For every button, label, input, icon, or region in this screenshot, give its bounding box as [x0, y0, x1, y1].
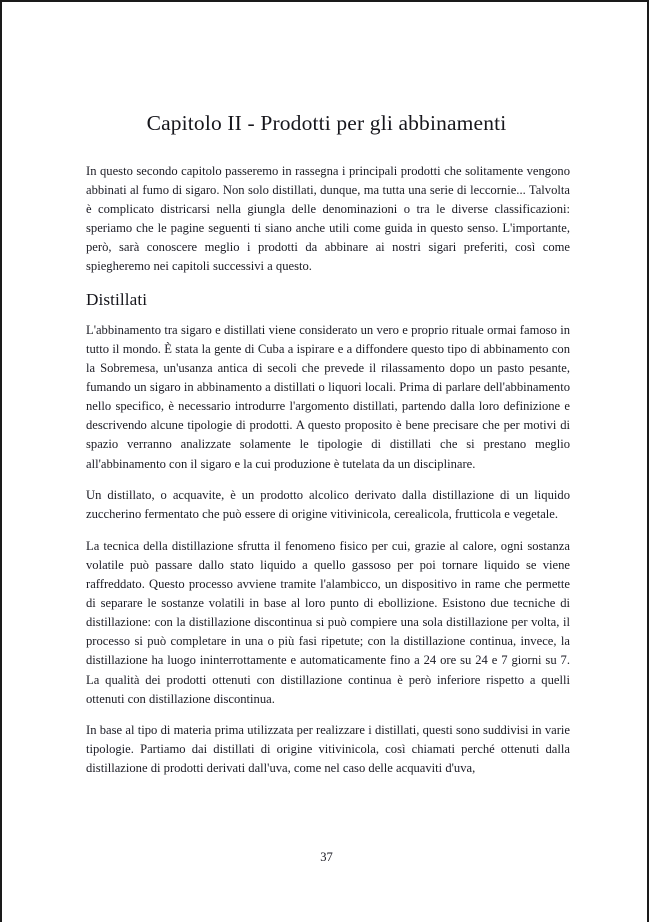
paragraph-1: L'abbinamento tra sigaro e distillati viene considerato un vero e proprio rituale ormai famoso in tutto il mondo. È stata la gente di Cuba a ispirare e a diffondere questo tipo di abbinamento con la Sobremesa, un'usanza antica di secoli che prevede il rilassamento dopo un pasto pesante, fumando un sigaro in abbinamento a distillati o liquori locali. Prima di parlare dell'abbinamento nello specifico, è necessario introdurre l'argomento distillati, partendo dalla loro definizione e descrivendo alcune tipologie di prodotti. A questo proposito è bene precisare che per motivi di spazio verranno analizzate solamente le tipologie di distillati che si prestano meglio all'abbinamento con il sigaro e la cui produzione è tutelata da un disciplinare.: [86, 322, 570, 471]
chapter-title: Capitolo II - Prodotti per gli abbinamenti: [146, 111, 507, 135]
page-number: 37: [320, 850, 333, 864]
paragraph-3: La tecnica della distillazione sfrutta il fenomeno fisico per cui, grazie al calore, ogni sostanza volatile può passare dallo stato liquido a quello gassoso per poi tornare liquido se viene raffreddato. Questo processo avviene tramite l'alambicco, un dispositivo in rame che permette di separare le sostanze volatili in base al loro punto di ebollizione. Esistono due tecniche di distillazione: con la distillazione discontinua si può compiere una sola distillazione per volta, il processo si può completare in una o più fasi ripetute; con la distillazione continua, invece, la distillazione ha luogo ininterrottamente e automaticamente fino a 24 ore su 24 e 7 giorni su 7. La qualità dei prodotti ottenuti con distillazione continua è però inferiore rispetto a quelli ottenuti con distillazione discontinua.: [86, 538, 570, 706]
paragraph-4: In base al tipo di materia prima utilizzata per realizzare i distillati, questi sono suddivisi in varie tipologie. Partiamo dai distillati di origine vitivinicola, così chiamati perché ottenuti dalla distillazione di prodotti derivati dall'uva, come nel caso delle acquaviti d'uva,: [86, 723, 570, 776]
paragraph-intro: In questo secondo capitolo passeremo in rassegna i principali prodotti che solitamente vengono abbinati al fumo di sigaro. Non solo distillati, dunque, ma tutta una serie di leccornie... Talvolta è complicato districarsi nella giungla delle denominazioni o tra le diverse classificazioni: speriamo che le pagine seguenti ti siano anche utili come guida in questo senso. L'importante, però, sarà conoscere meglio i prodotti da abbinare ai nostri sigari preferiti, così come spiegheremo nei capitoli successivi a questo.: [86, 164, 570, 274]
section-heading-distillati: Distillati: [86, 290, 148, 310]
body-text-block: [86, 162, 570, 778]
paragraph-2: Un distillato, o acquavite, è un prodotto alcolico derivato dalla distillazione di un liquido zuccherino fermentato che può essere di origine vitivinicola, cerealicola, frutticola e vegetale.: [86, 488, 570, 522]
